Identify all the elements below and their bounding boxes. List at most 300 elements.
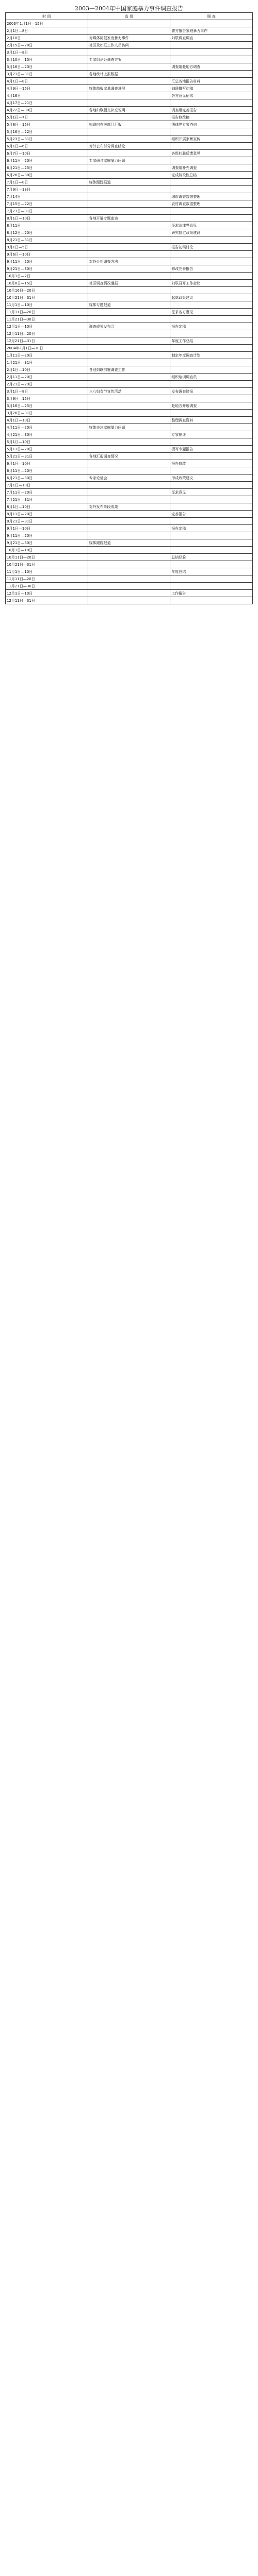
cell-time: 4月11日—20日 — [6, 424, 88, 431]
cell-supervision — [88, 438, 170, 446]
cell-investigation — [170, 157, 253, 164]
table-row — [6, 410, 253, 417]
table-row — [6, 121, 253, 128]
cell-investigation: 警方报告家庭暴力事件 — [170, 27, 253, 35]
table-row — [6, 71, 253, 78]
cell-supervision — [88, 128, 170, 135]
cell-investigation — [170, 547, 253, 554]
cell-time: 2月15日—28日 — [6, 42, 88, 49]
cell-investigation — [170, 42, 253, 49]
cell-investigation: 征求法律界意见 — [170, 222, 253, 229]
cell-investigation — [170, 503, 253, 511]
cell-supervision — [88, 359, 170, 366]
cell-supervision — [88, 273, 170, 280]
cell-investigation: 报告定稿 — [170, 323, 253, 330]
table-row — [6, 388, 253, 395]
cell-investigation — [170, 208, 253, 215]
cell-investigation — [170, 539, 253, 547]
table-row — [6, 568, 253, 575]
cell-supervision: 对媒体简报家庭暴力事件 — [88, 35, 170, 42]
cell-investigation: 各级妇联反馈意见 — [170, 150, 253, 157]
cell-time: 10月8日—15日 — [6, 280, 88, 287]
table-row — [6, 251, 253, 258]
cell-time: 9月11日—20日 — [6, 532, 88, 539]
cell-supervision — [88, 489, 170, 496]
table-row — [6, 583, 253, 590]
cell-supervision — [88, 575, 170, 583]
cell-time: 2月1日—10日 — [6, 366, 88, 374]
cell-time: 7月15日—22日 — [6, 200, 88, 208]
cell-investigation — [170, 287, 253, 294]
cell-supervision — [88, 511, 170, 518]
table-row — [6, 186, 253, 193]
cell-supervision: 对外介绍调查方法 — [88, 258, 170, 265]
cell-supervision — [88, 417, 170, 424]
cell-investigation: 总结经验 — [170, 554, 253, 561]
table-row — [6, 518, 253, 525]
table-row — [6, 35, 253, 42]
cell-investigation — [170, 128, 253, 135]
cell-investigation: 妇联撰写初稿 — [170, 85, 253, 92]
cell-time: 5月1日—7日 — [6, 114, 88, 121]
table-row — [6, 49, 253, 56]
cell-investigation: 报告修改稿 — [170, 114, 253, 121]
cell-investigation: 形成政策建议 — [170, 474, 253, 482]
cell-time: 3月16日—20日 — [6, 63, 88, 71]
cell-time: 10月1日—10日 — [6, 547, 88, 554]
cell-investigation: 妇联调查调查 — [170, 35, 253, 42]
table-row — [6, 273, 253, 280]
table-row — [6, 402, 253, 410]
cell-time: 11月21日—30日 — [6, 316, 88, 323]
cell-time: 4月1日—8日 — [6, 78, 88, 85]
cell-supervision — [88, 27, 170, 35]
cell-time: 6月11日—20日 — [6, 157, 88, 164]
table-row — [6, 208, 253, 215]
cell-time: 11月1日—10日 — [6, 301, 88, 309]
cell-investigation: 起草政策建议 — [170, 294, 253, 301]
table-row — [6, 337, 253, 345]
cell-supervision — [88, 532, 170, 539]
cell-investigation — [170, 438, 253, 446]
table-row — [6, 135, 253, 143]
cell-time: 8月1日—10日 — [6, 215, 88, 222]
cell-investigation: 调查组赴地方调查 — [170, 63, 253, 71]
table-row — [6, 287, 253, 294]
table-row — [6, 172, 253, 179]
cell-supervision — [88, 374, 170, 381]
cell-time: 2月1日—8日 — [6, 27, 88, 35]
table-row — [6, 280, 253, 287]
table-row — [6, 114, 253, 121]
cell-investigation — [170, 215, 253, 222]
cell-time: 9月21日—30日 — [6, 265, 88, 273]
table-row — [6, 78, 253, 85]
table-row — [6, 99, 253, 107]
table-row — [6, 359, 253, 366]
cell-supervision — [88, 345, 170, 352]
cell-supervision — [88, 316, 170, 323]
cell-supervision: 专家研讨家庭暴力问题 — [88, 157, 170, 164]
cell-investigation — [170, 453, 253, 460]
cell-supervision — [88, 446, 170, 453]
cell-supervision — [88, 583, 170, 590]
cell-investigation: 整理调查资料 — [170, 417, 253, 424]
table-row — [6, 85, 253, 92]
table-row — [6, 301, 253, 309]
table-row — [6, 164, 253, 172]
cell-investigation: 发布调查简报 — [170, 388, 253, 395]
cell-investigation — [170, 561, 253, 568]
cell-supervision — [88, 99, 170, 107]
cell-supervision — [88, 150, 170, 157]
table-row — [6, 345, 253, 352]
cell-time: 8月11日—20日 — [6, 511, 88, 518]
cell-supervision: 社区调查情况通报 — [88, 280, 170, 287]
cell-investigation: 调查组完善报告 — [170, 107, 253, 114]
cell-investigation — [170, 410, 253, 417]
cell-investigation — [170, 482, 253, 489]
cell-investigation: 农村调查数据整理 — [170, 200, 253, 208]
cell-supervision — [88, 208, 170, 215]
cell-time: 7月21日—31日 — [6, 496, 88, 503]
cell-investigation — [170, 345, 253, 352]
cell-investigation: 赴地方开展调查 — [170, 402, 253, 410]
cell-supervision — [88, 294, 170, 301]
table-row — [6, 590, 253, 597]
cell-supervision: 调查成果发布会 — [88, 323, 170, 330]
cell-supervision — [88, 547, 170, 554]
cell-time: 5月21日—31日 — [6, 453, 88, 460]
cell-investigation — [170, 330, 253, 337]
cell-supervision — [88, 561, 170, 568]
cell-time: 2月21日—29日 — [6, 381, 88, 388]
table-row — [6, 489, 253, 496]
cell-time: 11月1日—10日 — [6, 568, 88, 575]
cell-time: 5月1日—10日 — [6, 438, 88, 446]
column-header-supervision: 监 督 — [88, 13, 170, 20]
cell-investigation — [170, 575, 253, 583]
table-row — [6, 417, 253, 424]
table-row — [6, 352, 253, 359]
table-row — [6, 446, 253, 453]
cell-time: 8月11日 — [6, 222, 88, 229]
cell-investigation — [170, 583, 253, 590]
table-row — [6, 150, 253, 157]
cell-time: 12月1日—10日 — [6, 590, 88, 597]
table-row — [6, 561, 253, 568]
cell-supervision — [88, 244, 170, 251]
cell-investigation — [170, 143, 253, 150]
table-body — [6, 20, 253, 604]
cell-supervision — [88, 410, 170, 417]
cell-time: 6月1日—6日 — [6, 143, 88, 150]
cell-investigation — [170, 179, 253, 186]
cell-supervision: 妇联向有关部门汇报 — [88, 121, 170, 128]
cell-time: 6月21日—25日 — [6, 164, 88, 172]
cell-supervision: 各地汇报调查情况 — [88, 453, 170, 460]
table-row — [6, 27, 253, 35]
cell-time: 11月21日—30日 — [6, 583, 88, 590]
cell-supervision: 媒体跟踪报道 — [88, 179, 170, 186]
cell-time: 4月21日—30日 — [6, 431, 88, 438]
cell-supervision — [88, 330, 170, 337]
cell-time: 4月16日 — [6, 92, 88, 99]
table-row — [6, 330, 253, 337]
cell-time: 8月1日—10日 — [6, 503, 88, 511]
cell-investigation: 报告初稿讨论 — [170, 244, 253, 251]
cell-supervision — [88, 222, 170, 229]
cell-investigation — [170, 20, 253, 27]
cell-investigation — [170, 301, 253, 309]
cell-investigation — [170, 56, 253, 63]
table-row — [6, 525, 253, 532]
cell-time: 6月7日—10日 — [6, 150, 88, 157]
table-row — [6, 547, 253, 554]
cell-time: 6月11日—20日 — [6, 467, 88, 474]
table-row — [6, 597, 253, 604]
table-row — [6, 294, 253, 301]
cell-supervision — [88, 186, 170, 193]
cell-supervision — [88, 164, 170, 172]
document-title: 2003—2004年中国家庭暴力事件调查报告 — [75, 5, 183, 12]
cell-supervision: 媒体专题报道 — [88, 301, 170, 309]
cell-supervision — [88, 467, 170, 474]
cell-investigation — [170, 273, 253, 280]
cell-supervision: 各地统计上报数据 — [88, 71, 170, 78]
table-row — [6, 374, 253, 381]
cell-time: 8月21日—31日 — [6, 518, 88, 525]
cell-investigation — [170, 532, 253, 539]
cell-investigation: 工作报告 — [170, 590, 253, 597]
cell-time: 5月16日—22日 — [6, 128, 88, 135]
cell-supervision — [88, 114, 170, 121]
table-row — [6, 63, 253, 71]
cell-time: 10月21日—31日 — [6, 561, 88, 568]
table-row — [6, 236, 253, 244]
table-row — [6, 258, 253, 265]
cell-time: 4月1日—10日 — [6, 417, 88, 424]
cell-investigation — [170, 395, 253, 402]
table-row — [6, 532, 253, 539]
cell-investigation — [170, 258, 253, 265]
table-row — [6, 467, 253, 474]
cell-investigation: 各方意见征求 — [170, 92, 253, 99]
cell-investigation — [170, 424, 253, 431]
table-row — [6, 244, 253, 251]
table-row — [6, 438, 253, 446]
table-row — [6, 316, 253, 323]
table-row — [6, 265, 253, 273]
cell-time: 10月11日—20日 — [6, 554, 88, 561]
cell-time: 5月11日—20日 — [6, 446, 88, 453]
cell-time: 2003年1月1日—15日 — [6, 20, 88, 27]
cell-time: 3月26日—31日 — [6, 410, 88, 417]
cell-supervision — [88, 49, 170, 56]
cell-time: 5月8日—15日 — [6, 121, 88, 128]
table-row — [6, 424, 253, 431]
cell-investigation: 制定年度调查计划 — [170, 352, 253, 359]
cell-time: 7月1日—8日 — [6, 179, 88, 186]
cell-investigation: 修改完善报告 — [170, 265, 253, 273]
cell-time: 7月9日—13日 — [6, 186, 88, 193]
cell-time: 7月1日—10日 — [6, 482, 88, 489]
cell-time: 3月21日—31日 — [6, 71, 88, 78]
cell-supervision: 对外公布部分调查结论 — [88, 143, 170, 150]
cell-time: 9月1日—5日 — [6, 244, 88, 251]
table-row — [6, 200, 253, 208]
cell-investigation — [170, 496, 253, 503]
cell-supervision — [88, 337, 170, 345]
cell-supervision — [88, 352, 170, 359]
cell-time: 2月11日—20日 — [6, 374, 88, 381]
cell-investigation — [170, 251, 253, 258]
table-row — [6, 107, 253, 114]
column-header-investigation: 调 查 — [170, 13, 253, 20]
cell-supervision: 对外发布阶段成果 — [88, 503, 170, 511]
cell-time: 12月11日—31日 — [6, 597, 88, 604]
cell-supervision: 各地妇联部署调查工作 — [88, 366, 170, 374]
cell-supervision — [88, 236, 170, 244]
cell-time: 7月14日 — [6, 193, 88, 200]
cell-supervision — [88, 135, 170, 143]
cell-supervision — [88, 496, 170, 503]
cell-supervision: 各地开展专题座谈 — [88, 215, 170, 222]
cell-supervision — [88, 193, 170, 200]
table-row — [6, 222, 253, 229]
cell-investigation — [170, 186, 253, 193]
table-header-row — [6, 13, 253, 20]
table-row — [6, 482, 253, 489]
cell-supervision — [88, 92, 170, 99]
cell-supervision: 媒体关注家庭暴力问题 — [88, 424, 170, 431]
cell-supervision — [88, 482, 170, 489]
column-header-time: 时 间 — [6, 13, 88, 20]
table-row — [6, 128, 253, 135]
cell-investigation: 年度工作总结 — [170, 337, 253, 345]
cell-supervision — [88, 172, 170, 179]
cell-time: 3月9日—15日 — [6, 395, 88, 402]
cell-supervision — [88, 265, 170, 273]
table-row — [6, 56, 253, 63]
cell-supervision — [88, 597, 170, 604]
cell-time: 1月11日—20日 — [6, 352, 88, 359]
table-row — [6, 431, 253, 438]
cell-supervision — [88, 20, 170, 27]
cell-investigation — [170, 381, 253, 388]
cell-time: 10月21日—31日 — [6, 294, 88, 301]
cell-time: 3月16日—25日 — [6, 402, 88, 410]
cell-time: 7月23日—31日 — [6, 208, 88, 215]
cell-investigation: 调查组补充调查 — [170, 164, 253, 172]
cell-time: 6月26日—30日 — [6, 172, 88, 179]
cell-investigation: 完成阶段性总结 — [170, 172, 253, 179]
table-row — [6, 575, 253, 583]
cell-supervision — [88, 554, 170, 561]
cell-time: 7月11日—20日 — [6, 489, 88, 496]
cell-supervision: 专家论证会 — [88, 474, 170, 482]
cell-supervision — [88, 568, 170, 575]
cell-supervision — [88, 229, 170, 236]
cell-investigation — [170, 71, 253, 78]
cell-time: 10月16日—20日 — [6, 287, 88, 294]
cell-investigation — [170, 467, 253, 474]
cell-supervision: 媒体简报家暴调查进展 — [88, 85, 170, 92]
cell-supervision — [88, 251, 170, 258]
cell-investigation — [170, 597, 253, 604]
cell-time: 2月10日 — [6, 35, 88, 42]
cell-investigation: 汇总各地报告材料 — [170, 78, 253, 85]
table-row — [6, 554, 253, 561]
cell-supervision: 媒体跟踪报道 — [88, 539, 170, 547]
cell-investigation: 完善报告 — [170, 511, 253, 518]
table-row — [6, 366, 253, 374]
cell-time: 9月11日—20日 — [6, 258, 88, 265]
cell-time: 12月11日—20日 — [6, 330, 88, 337]
cell-time: 6月21日—30日 — [6, 474, 88, 482]
table-row — [6, 143, 253, 150]
table-row — [6, 193, 253, 200]
table-row — [6, 460, 253, 467]
table-row — [6, 42, 253, 49]
table-row — [6, 20, 253, 27]
table-row — [6, 474, 253, 482]
cell-time: 6月1日—10日 — [6, 460, 88, 467]
cell-supervision — [88, 590, 170, 597]
cell-investigation: 组织开展家暴宣传 — [170, 135, 253, 143]
cell-investigation — [170, 236, 253, 244]
cell-investigation — [170, 366, 253, 374]
cell-supervision — [88, 518, 170, 525]
cell-time: 3月1日—8日 — [6, 388, 88, 395]
cell-supervision — [88, 395, 170, 402]
cell-supervision: 三八妇女节宣传活动 — [88, 388, 170, 395]
table-row — [6, 323, 253, 330]
cell-investigation: 报告修改 — [170, 460, 253, 467]
table-row — [6, 395, 253, 402]
cell-time: 9月1日—10日 — [6, 525, 88, 532]
cell-supervision — [88, 381, 170, 388]
cell-supervision — [88, 525, 170, 532]
cell-investigation — [170, 518, 253, 525]
cell-time: 4月17日—21日 — [6, 99, 88, 107]
cell-time: 1月21日—31日 — [6, 359, 88, 366]
cell-investigation: 征求意见 — [170, 489, 253, 496]
table-row — [6, 309, 253, 316]
cell-investigation — [170, 316, 253, 323]
cell-investigation — [170, 359, 253, 366]
cell-time: 4月22日—30日 — [6, 107, 88, 114]
table-row — [6, 215, 253, 222]
cell-supervision — [88, 63, 170, 71]
cell-time: 11月11日—20日 — [6, 575, 88, 583]
table-row — [6, 92, 253, 99]
table-row — [6, 229, 253, 236]
cell-investigation: 报告定稿 — [170, 525, 253, 532]
cell-time: 3月1日—8日 — [6, 49, 88, 56]
cell-time: 8月12日—20日 — [6, 229, 88, 236]
cell-supervision: 各地妇联提交补充说明 — [88, 107, 170, 114]
cell-time: 4月9日—15日 — [6, 85, 88, 92]
cell-investigation: 专家座谈 — [170, 431, 253, 438]
cell-investigation: 研究制定政策建议 — [170, 229, 253, 236]
cell-time: 11月11日—20日 — [6, 309, 88, 316]
cell-supervision: 专家组论证调查方案 — [88, 56, 170, 63]
cell-supervision — [88, 78, 170, 85]
cell-investigation: 组织培训调查员 — [170, 374, 253, 381]
cell-time: 9月6日—10日 — [6, 251, 88, 258]
cell-time: 12月1日—10日 — [6, 323, 88, 330]
